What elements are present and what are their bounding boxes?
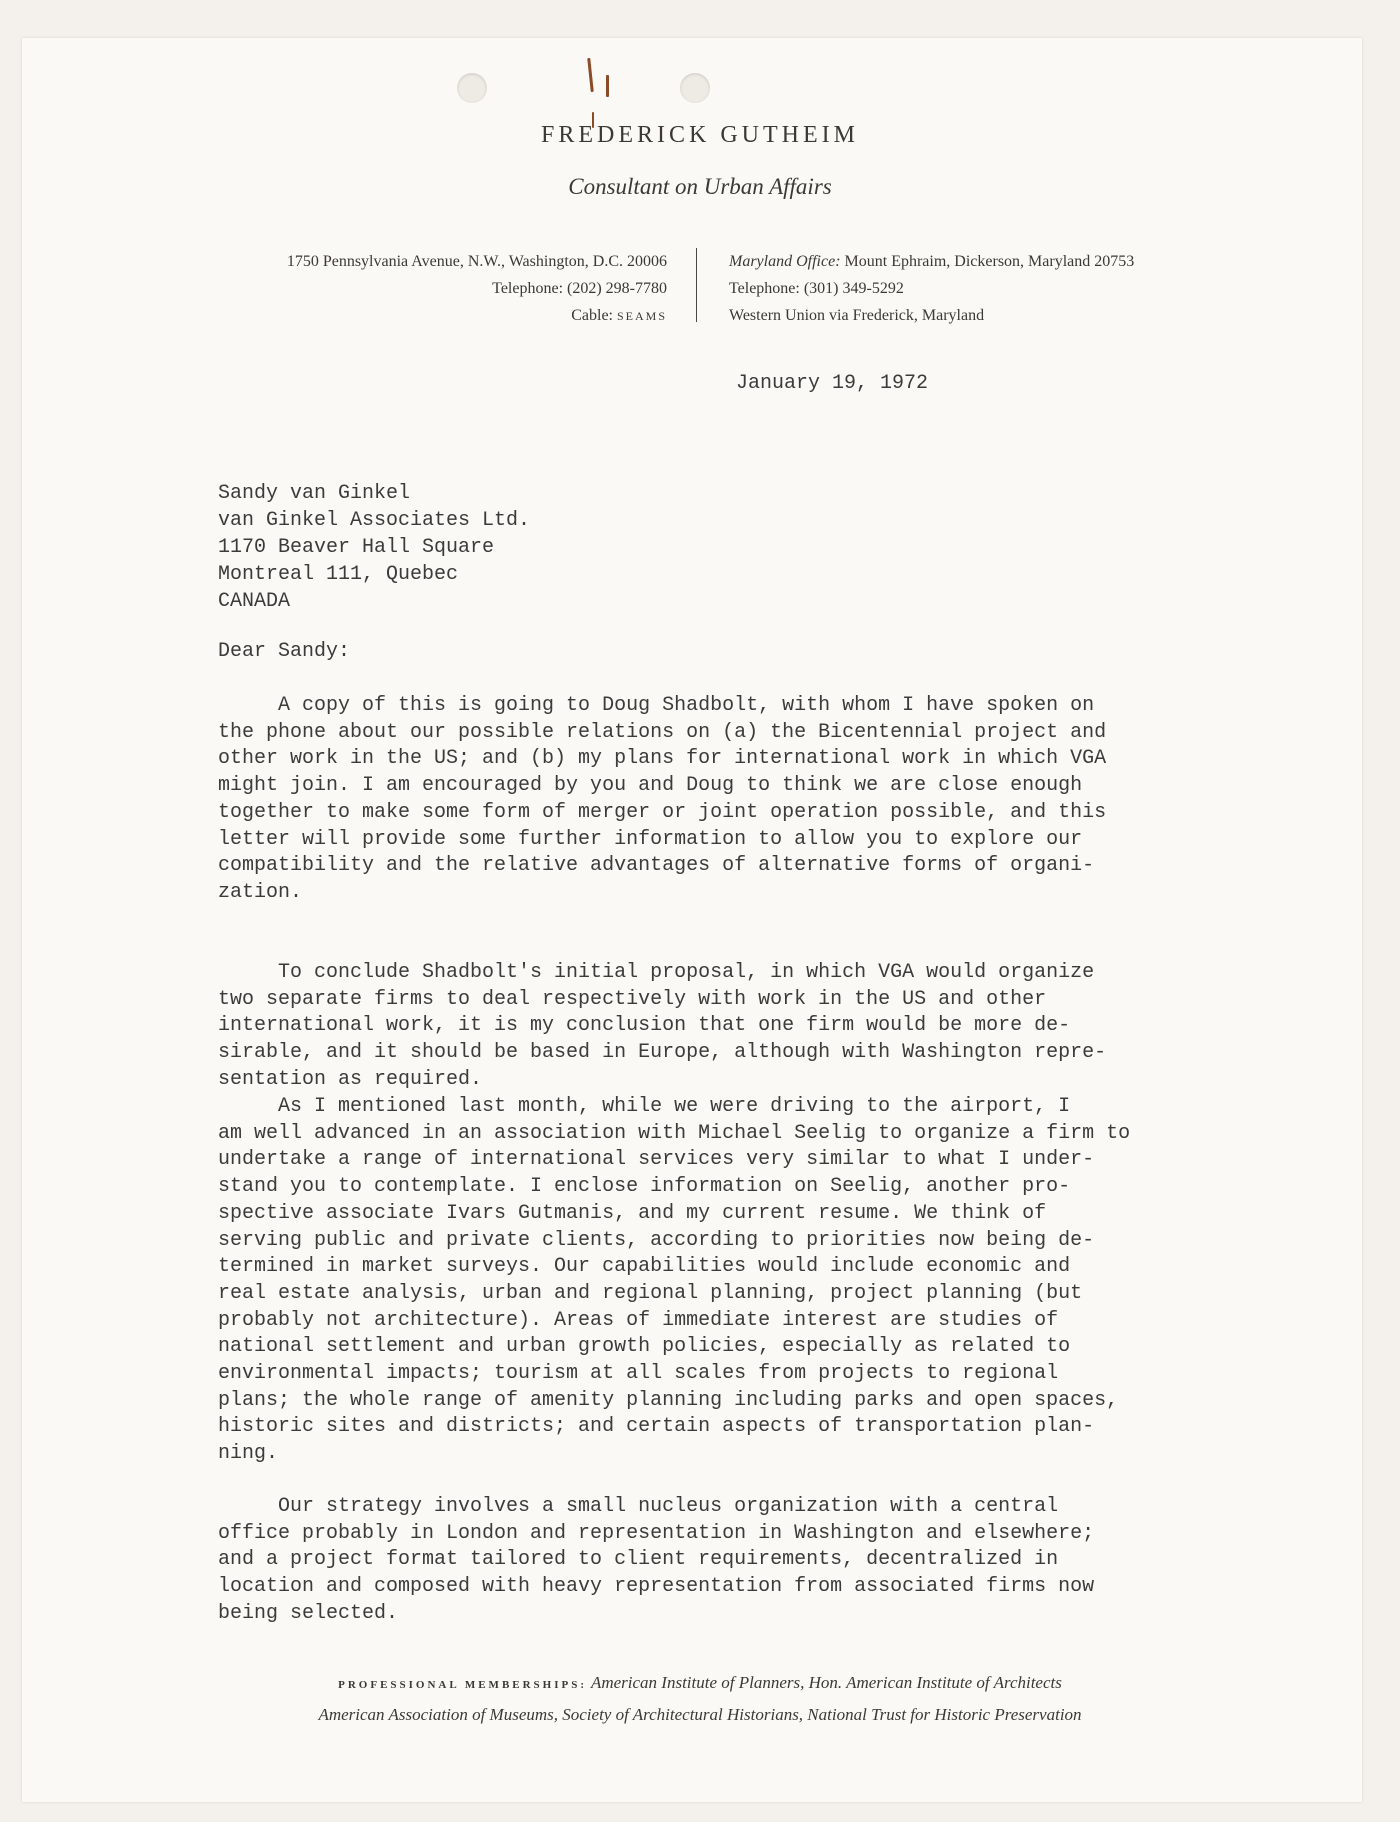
cable-value: SEAMS <box>616 309 667 323</box>
body-line: Our strategy involves a small nucleus organization with a central <box>218 1495 1059 1518</box>
body-line: two separate firms to deal respectively with work in the US and other <box>218 987 1047 1011</box>
cable-label: Cable: <box>571 307 613 324</box>
body-line: environmental impacts; tourism at all scales from projects to regional <box>218 1362 1059 1386</box>
body-line: undertake a range of international services very similar to what I under- <box>218 1148 1095 1172</box>
recipient-line: Sandy van Ginkel <box>218 482 411 505</box>
body-line: spective associate Ivars Gutmanis, and my current resume. We think of <box>218 1201 1047 1225</box>
recipient-line: CANADA <box>218 590 291 613</box>
body-line: sirable, and it should be based in Europe, although with Washington repre- <box>218 1041 1107 1065</box>
body-line: together to make some form of merger or joint operation possible, and this <box>218 800 1107 824</box>
maryland-office-block <box>729 248 1134 329</box>
maryland-office-address: Mount Ephraim, Dickerson, Maryland 20753 <box>844 253 1135 270</box>
body-line: letter will provide some further information to allow you to explore our <box>218 827 1083 851</box>
body-line: stand you to contemplate. I enclose information on Seelig, another pro- <box>218 1175 1071 1199</box>
body-line: historic sites and districts; and certain aspects of transportation plan- <box>218 1415 1095 1439</box>
body-paragraph-4 <box>218 1494 1094 1628</box>
body-line: being selected. <box>218 1601 399 1625</box>
address-divider <box>696 248 697 322</box>
body-line: the phone about our possible relations on (a) the Bicentennial project and <box>218 720 1107 744</box>
body-line: might join. I am encouraged by you and Doug to think we are close enough <box>218 774 1083 798</box>
body-paragraph-1 <box>218 693 1106 907</box>
maryland-office-wire: Western Union via Frederick, Maryland <box>729 307 985 324</box>
salutation: Dear Sandy: <box>218 640 351 663</box>
maryland-office-address-line <box>729 248 1134 275</box>
body-line: probably not architecture). Areas of immediate interest are studies of <box>218 1308 1059 1332</box>
dc-office-address: 1750 Pennsylvania Avenue, N.W., Washington, D.C. 20006 <box>286 253 667 270</box>
body-line: international work, it is my conclusion that one firm would be more de- <box>218 1014 1071 1038</box>
body-line: sentation as required. <box>218 1067 483 1091</box>
recipient-line: van Ginkel Associates Ltd. <box>218 509 531 532</box>
maryland-office-telephone: Telephone: (301) 349-5292 <box>729 280 904 297</box>
body-line: compatibility and the relative advantages of alternative forms of organi- <box>218 854 1095 878</box>
recipient-line: Montreal 111, Quebec <box>218 563 459 586</box>
recipient-line: 1170 Beaver Hall Square <box>218 536 495 559</box>
dc-office-telephone: Telephone: (202) 298-7780 <box>492 280 667 297</box>
memberships-line-1 <box>0 1668 1400 1700</box>
body-line: national settlement and urban growth policies, especially as related to <box>218 1335 1071 1359</box>
body-paragraph-2 <box>218 960 1106 1094</box>
body-line: office probably in London and representation in Washington and elsewhere; <box>218 1521 1095 1545</box>
body-line: termined in market surveys. Our capabilities would include economic and <box>218 1255 1071 1279</box>
memberships-label: PROFESSIONAL MEMBERSHIPS: <box>338 1679 588 1691</box>
body-line: serving public and private clients, according to priorities now being de- <box>218 1228 1095 1252</box>
body-line: A copy of this is going to Doug Shadbolt, with whom I have spoken on <box>218 694 1095 717</box>
staple-mark <box>606 75 609 97</box>
body-line: zation. <box>218 880 303 904</box>
letterhead-name: FREDERICK GUTHEIM <box>541 122 859 148</box>
body-line: am well advanced in an association with Michael Seelig to organize a firm to <box>218 1121 1131 1145</box>
body-line: location and composed with heavy representation from associated firms now <box>218 1575 1095 1599</box>
maryland-office-label: Maryland Office: <box>729 253 841 270</box>
professional-memberships <box>0 1668 1400 1730</box>
body-line: plans; the whole range of amenity planning including parks and open spaces, <box>218 1388 1119 1412</box>
letter-date: January 19, 1972 <box>736 372 929 395</box>
body-line: and a project format tailored to client requirements, decentralized in <box>218 1548 1059 1572</box>
punch-hole-right <box>680 73 710 103</box>
body-line: As I mentioned last month, while we were driving to the airport, I <box>218 1095 1071 1118</box>
body-line: To conclude Shadbolt's initial proposal, in which VGA would organize <box>218 961 1095 984</box>
dc-office-cable <box>287 302 667 330</box>
body-line: ning. <box>218 1442 279 1466</box>
body-paragraph-3 <box>218 1094 1130 1468</box>
body-line: other work in the US; and (b) my plans for international work in which VGA <box>218 747 1107 771</box>
dc-office-block <box>287 248 667 330</box>
memberships-line-2: American Association of Museums, Society of Architectural Historians, National Trust for Historic Preservation <box>318 1705 1082 1724</box>
recipient-address <box>218 480 530 615</box>
body-line: real estate analysis, urban and regional planning, project planning (but <box>218 1281 1083 1305</box>
memberships-text-1: American Institute of Planners, Hon. American Institute of Architects <box>590 1673 1062 1692</box>
letterhead-tagline: Consultant on Urban Affairs <box>568 174 832 199</box>
punch-hole-left <box>457 73 487 103</box>
